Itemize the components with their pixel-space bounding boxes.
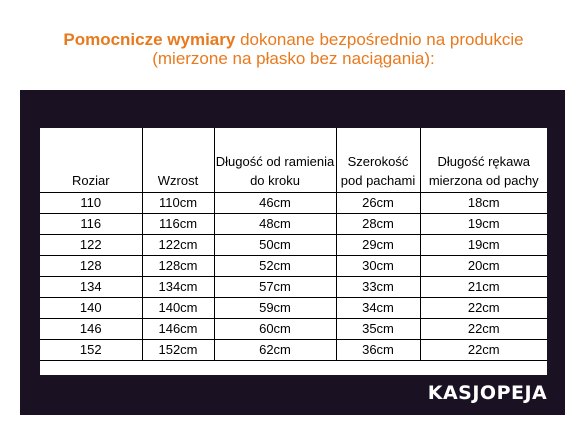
table-cell: 59cm (214, 298, 336, 319)
table-cell: 128 (40, 256, 142, 277)
table-cell: 28cm (336, 214, 420, 235)
table-cell: 20cm (420, 256, 547, 277)
table-cell: 26cm (336, 193, 420, 214)
table-cell: 116 (40, 214, 142, 235)
table-cell: 110cm (142, 193, 214, 214)
table-cell: 30cm (336, 256, 420, 277)
table-cell: 60cm (214, 319, 336, 340)
heading (0, 30, 587, 68)
table-cell: 22cm (420, 340, 547, 361)
heading-rest: dokonane bezpośrednio na produkcie (235, 30, 524, 49)
table-cell: 36cm (336, 340, 420, 361)
table-row (40, 193, 547, 214)
table-row (40, 298, 547, 319)
col-header-height: Wzrost (142, 128, 214, 193)
heading-line2: (mierzone na płasko bez naciągania): (152, 49, 435, 68)
table-cell: 62cm (214, 340, 336, 361)
table-cell: 19cm (420, 214, 547, 235)
table-cell: 152cm (142, 340, 214, 361)
table-cell: 22cm (420, 319, 547, 340)
brand-logo: KASJOPEJA (427, 382, 548, 404)
table-cell: 33cm (336, 277, 420, 298)
table-cell: 134cm (142, 277, 214, 298)
table-area (40, 128, 547, 375)
table-cell: 116cm (142, 214, 214, 235)
table-header-row (40, 128, 547, 193)
table-row (40, 340, 547, 361)
table-cell: 35cm (336, 319, 420, 340)
col-header-shoulder-to-crotch: Długość od ramienia do kroku (214, 128, 336, 193)
col-header-armpit-width: Szerokość pod pachami (336, 128, 420, 193)
size-table (40, 128, 547, 361)
table-cell: 46cm (214, 193, 336, 214)
table-cell: 146cm (142, 319, 214, 340)
table-cell: 18cm (420, 193, 547, 214)
table-cell: 22cm (420, 298, 547, 319)
table-cell: 146 (40, 319, 142, 340)
table-row (40, 256, 547, 277)
table-row (40, 235, 547, 256)
table-cell: 19cm (420, 235, 547, 256)
table-row (40, 214, 547, 235)
heading-bold: Pomocnicze wymiary (63, 30, 236, 49)
table-cell: 29cm (336, 235, 420, 256)
table-cell: 140cm (142, 298, 214, 319)
table-cell: 110 (40, 193, 142, 214)
table-cell: 50cm (214, 235, 336, 256)
table-row (40, 277, 547, 298)
table-cell: 140 (40, 298, 142, 319)
table-cell: 134 (40, 277, 142, 298)
table-cell: 21cm (420, 277, 547, 298)
table-row (40, 319, 547, 340)
table-cell: 122 (40, 235, 142, 256)
table-cell: 57cm (214, 277, 336, 298)
table-cell: 48cm (214, 214, 336, 235)
table-cell: 128cm (142, 256, 214, 277)
col-header-size: Roziar (40, 128, 142, 193)
col-header-sleeve-length: Długość rękawa mierzona od pachy (420, 128, 547, 193)
table-cell: 152 (40, 340, 142, 361)
table-cell: 34cm (336, 298, 420, 319)
table-cell: 52cm (214, 256, 336, 277)
table-cell: 122cm (142, 235, 214, 256)
